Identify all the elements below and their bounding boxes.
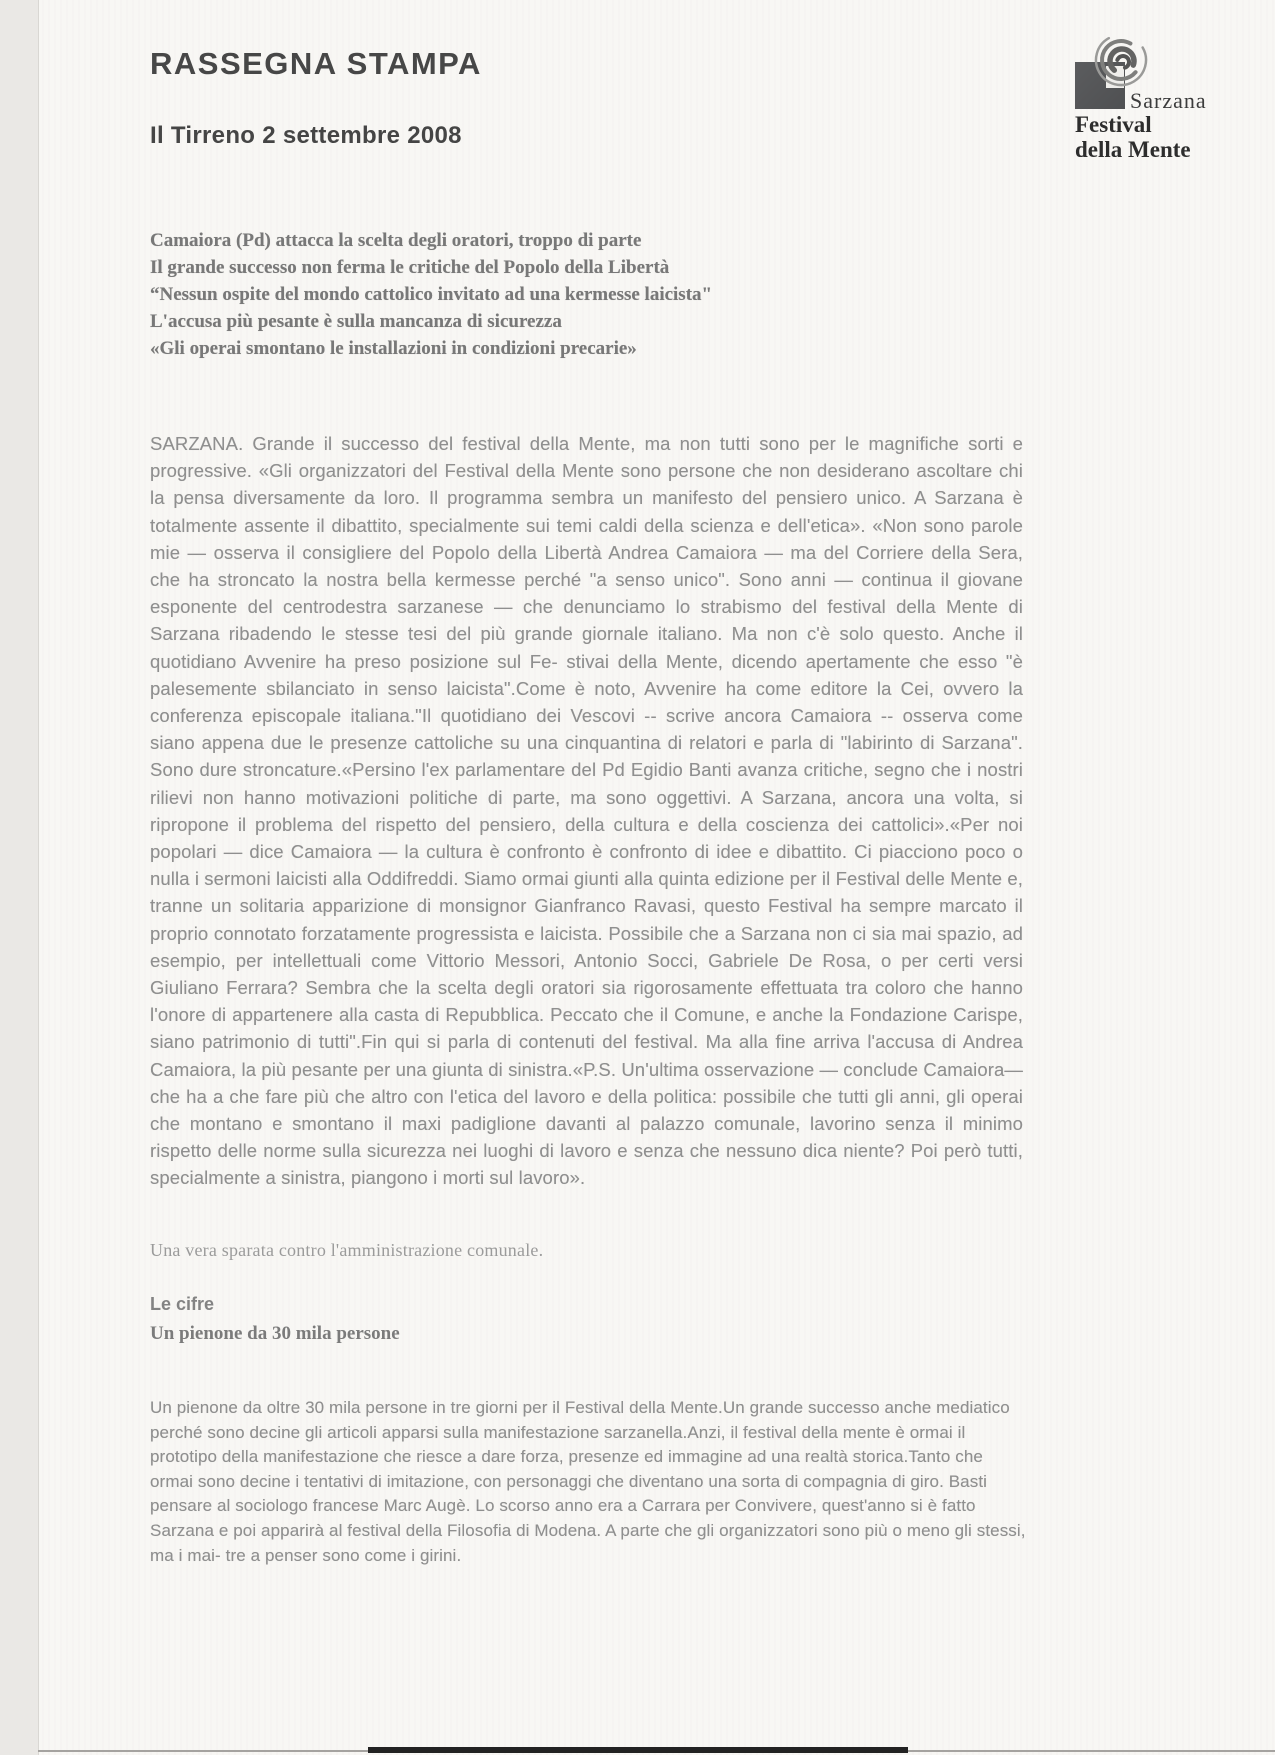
logo-city-label: Sarzana bbox=[1130, 88, 1207, 113]
logo-name-line1: Festival bbox=[1075, 112, 1152, 137]
page-title: RASSEGNA STAMPA bbox=[150, 46, 482, 81]
logo-name-line2: della Mente bbox=[1075, 137, 1191, 162]
scanner-edge-strip bbox=[0, 0, 39, 1755]
cifre-title: Un pienone da 30 mila persone bbox=[150, 1323, 400, 1344]
article-closing-note: Una vera sparata contro l'amministrazione comunale. bbox=[150, 1240, 544, 1260]
headline-line: “Nessun ospite del mondo cattolico invitato ad una kermesse laicista" bbox=[150, 284, 713, 305]
headline-block bbox=[150, 227, 890, 362]
headline-line: L'accusa più pesante è sulla mancanza di sicurezza bbox=[150, 311, 562, 332]
scan-bottom-dark-bar bbox=[368, 1747, 908, 1753]
cifre-kicker: Le cifre bbox=[150, 1294, 215, 1314]
cifre-body: Un pienone da oltre 30 mila persone in tre giorni per il Festival della Mente.Un grande successo anche mediatico perché sono decine gli articoli apparsi sulla manifestazione sarzanella.Anzi, il festival della mente è ormai il prototipo della manifestazione che riesce a dare forza, presenze ed immagine ad una realtà storica.Tanto che ormai sono decine i tentativi di imitazione, con personaggi che diventano una sorta di compagnia di giro. Basti pensare al sociologo francese Marc Augè. Lo scorso anno era a Carrara per Convivere, quest'anno si è fatto Sarzana e poi apparirà al festival della Filosofia di Modena. A parte che gli organizzatori sono più o meno gli stessi, ma i mai- tre a penser sono come i girini. bbox=[150, 1398, 1026, 1565]
headline-line: Camaiora (Pd) attacca la scelta degli oratori, troppo di parte bbox=[150, 230, 642, 251]
headline-line: Il grande successo non ferma le critiche del Popolo della Libertà bbox=[150, 257, 670, 278]
headline-line: «Gli operai smontano le installazioni in condizioni precarie» bbox=[150, 338, 637, 359]
article-body: SARZANA. Grande il successo del festival della Mente, ma non tutti sono per le magnifiche sorti e progressive. «Gli organizzatori del Festival della Mente sono persone che non desiderano ascoltare chi la pensa diversamente da loro. Il programma sembra un manifesto del pensiero unico. A Sarzana è totalmente assente il dibattito, specialmente sui temi caldi della scienza e dell'etica». «Non sono parole mie — osserva il consigliere del Popolo della Libertà Andrea Camaiora — ma del Corriere della Sera, che ha stroncato la nostra bella kermesse perché "a senso unico". Sono anni — continua il giovane esponente del centrodestra sarzanese — che denunciamo lo strabismo del festival della Mente di Sarzana ribadendo le stesse tesi del più grande giornale italiano. Ma non c'è solo questo. Anche il quotidiano Avvenire ha preso posizione sul Fe- stivai della Mente, dicendo apertamente che esso "è palesemente sbilanciato in senso laicista".Come è noto, Avvenire ha come editore la Cei, ovvero la conferenza episcopale italiana."Il quotidiano dei Vescovi -- scrive ancora Camaiora -- osserva come siano appena due le presenze cattoliche su una cinquantina di relatori e parla di "labirinto di Sarzana". Sono dure stroncature.«Persino l'ex parlamentare del Pd Egidio Banti avanza critiche, segno che i nostri rilievi non hanno motivazioni politiche di parte, ma sono oggettivi. A Sarzana, ancora una volta, si ripropone il problema del rispetto del pensiero, della cultura e della coscienza dei cattolici».«Per noi popolari — dice Camaiora — la cultura è confronto è confronto di idee e dibattito. Ci piacciono poco o nulla i sermoni laicisti alla Oddifreddi. Siamo ormai giunti alla quinta edizione per il Festival delle Mente e, tranne un solitaria apparizione di monsignor Gianfranco Ravasi, questo Festival ha sempre marcato il proprio connotato forzatamente progressista e laicista. Possibile che a Sarzana non ci sia mai spazio, ad esempio, per intellettuali come Vittorio Messori, Antonio Socci, Gabriele De Rosa, o per certi versi Giuliano Ferrara? Sembra che la scelta degli oratori sia rigorosamente effettuata tra coloro che hanno l'onore di appartenere alla casta di Repubblica. Peccato che il Comune, e anche la Fondazione Carispe, siano patrimonio di tutti".Fin qui si parla di contenuti del festival. Ma alla fine arriva l'accusa di Andrea Camaiora, la più pesante per una giunta di sinistra.«P.S. Un'ultima osservazione — conclude Camaiora— che ha a che fare più che altro con l'etica del lavoro e della politica: possibile che tutti gli anni, gli operai che montano e smontano il maxi padiglione davanti al palazzo comunale, lavorino senza il minimo rispetto delle norme sulla sicurezza nei luoghi di lavoro e senza che nessuno dica niente? Poi però tutti, specialmente a sinistra, piangono i morti sul lavoro». bbox=[150, 433, 1023, 1189]
spiral-swirl-icon bbox=[1090, 30, 1152, 92]
press-source-date: Il Tirreno 2 settembre 2008 bbox=[150, 122, 462, 149]
